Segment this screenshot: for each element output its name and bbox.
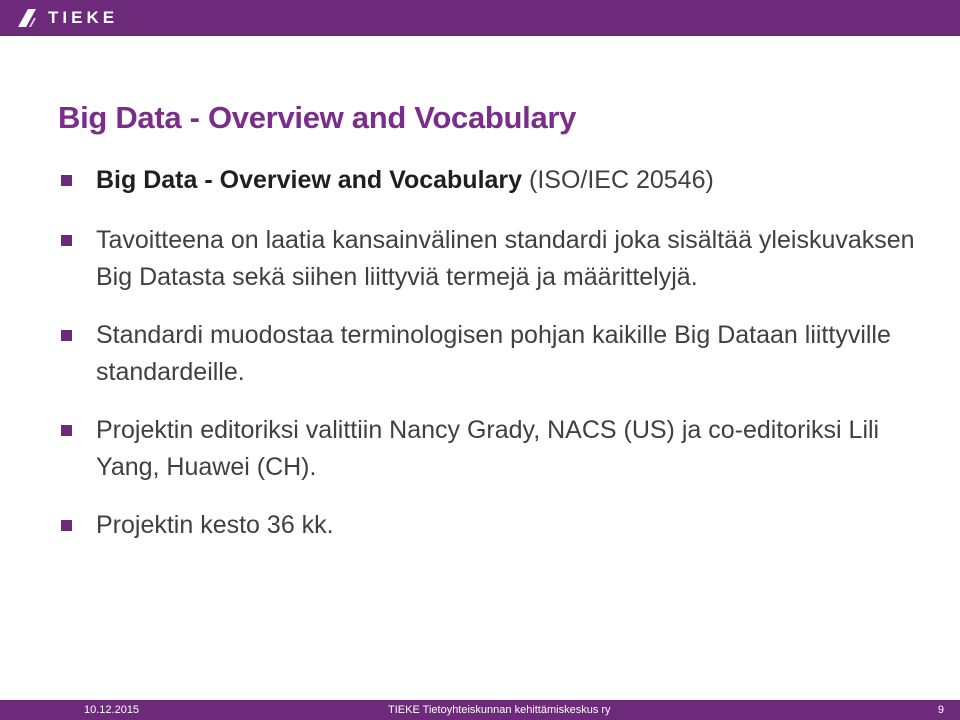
header-bar bbox=[0, 0, 960, 36]
square-bullet-icon bbox=[61, 175, 72, 186]
footer-organization: TIEKE Tietoyhteiskunnan kehittämiskeskus ry bbox=[388, 704, 611, 716]
bullet-item bbox=[60, 412, 920, 486]
tieke-logo-mark-icon bbox=[16, 7, 38, 29]
bullet-item bbox=[60, 507, 920, 544]
bullet-list bbox=[60, 158, 920, 544]
bullet-text: Standardi muodostaa terminologisen pohjan kaikille Big Dataan liittyville standardeille. bbox=[96, 321, 891, 386]
bullet-item bbox=[60, 317, 920, 391]
tieke-logo bbox=[16, 6, 118, 30]
bullet-item bbox=[60, 222, 920, 296]
bullet-text: Projektin editoriksi valittiin Nancy Grady, NACS (US) ja co-editoriksi Lili Yang, Huawei (CH). bbox=[96, 416, 880, 481]
square-bullet-icon bbox=[61, 330, 72, 341]
bullet-item bbox=[60, 162, 920, 199]
bullet-text: Projektin kesto 36 kk. bbox=[96, 511, 334, 539]
standard-code: (ISO/IEC 20546) bbox=[522, 166, 714, 194]
square-bullet-icon bbox=[61, 520, 72, 531]
square-bullet-icon bbox=[61, 425, 72, 436]
slide-title: Big Data - Overview and Vocabulary bbox=[58, 100, 577, 135]
bullet-text: Tavoitteena on laatia kansainvälinen standardi joka sisältää yleiskuvaksen Big Datasta sekä siihen liittyviä termejä ja määrittelyjä. bbox=[96, 226, 915, 291]
logo-text: TIEKE bbox=[48, 8, 119, 27]
standard-name: Big Data - Overview and Vocabulary bbox=[96, 166, 523, 194]
footer-date: 10.12.2015 bbox=[84, 704, 140, 716]
footer-page-number: 9 bbox=[937, 704, 944, 716]
square-bullet-icon bbox=[61, 235, 72, 246]
